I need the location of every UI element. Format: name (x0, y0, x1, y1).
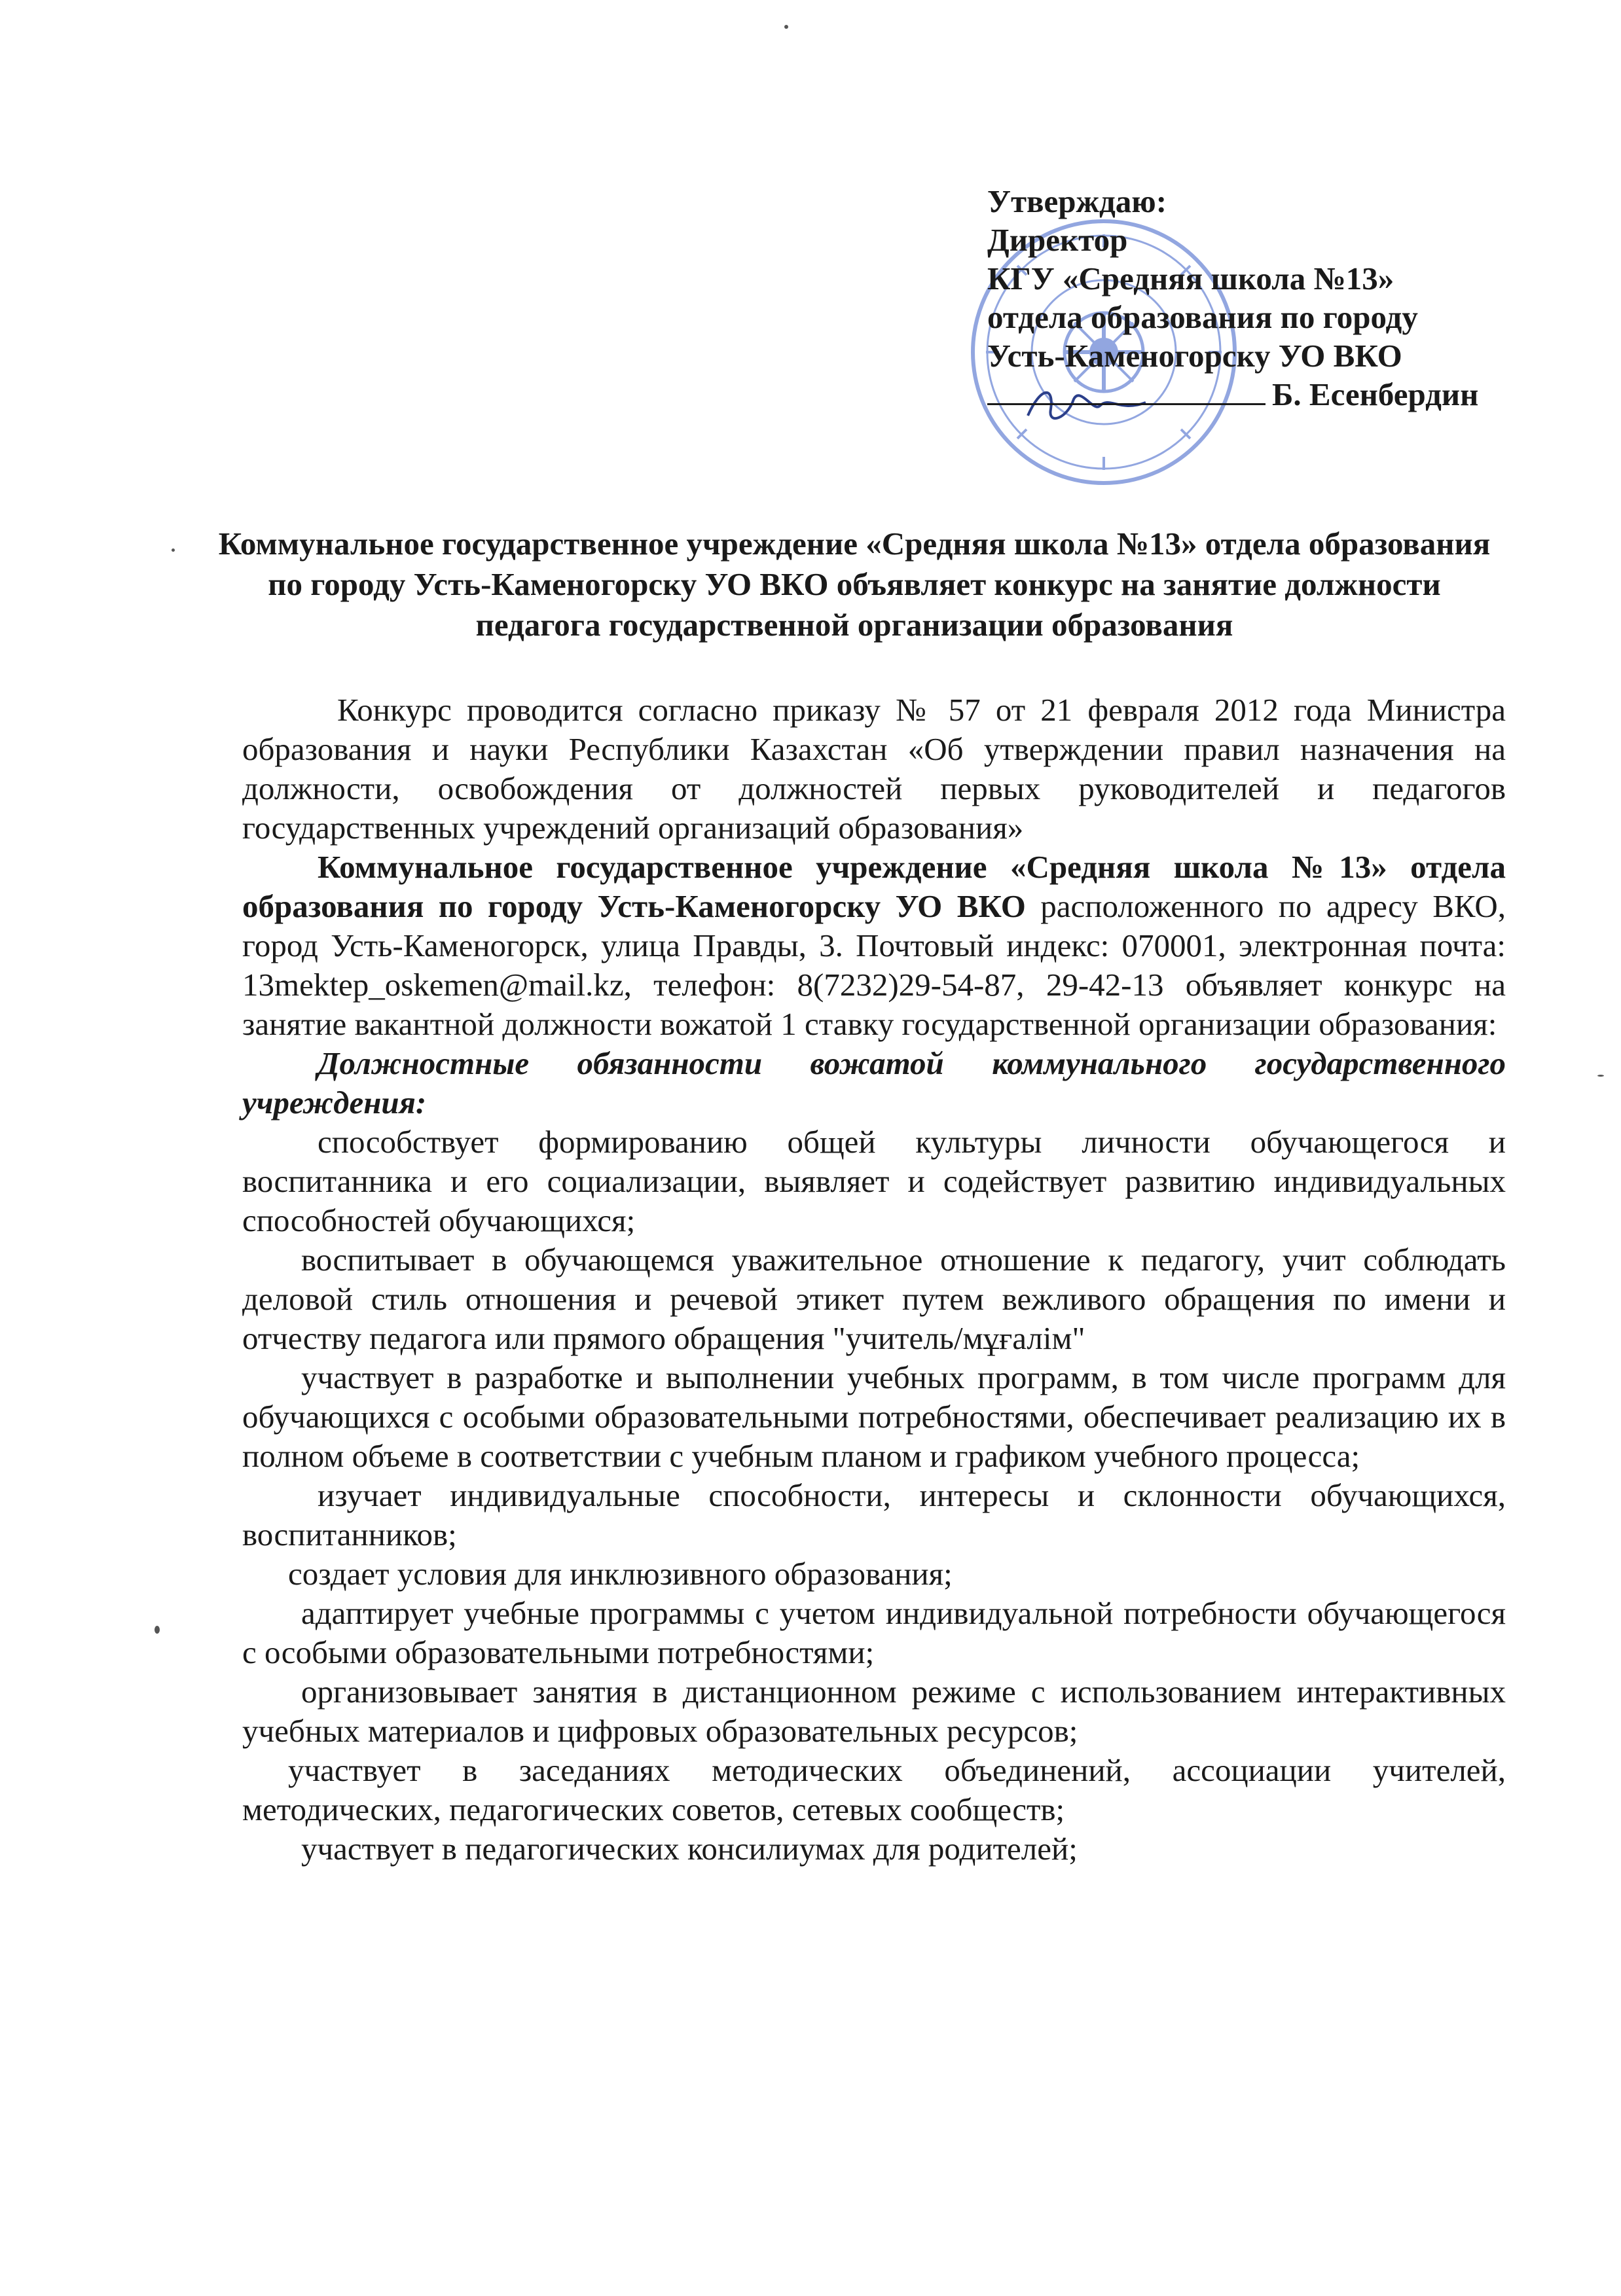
duty-item: воспитывает в обучающемся уважительное отношение к педагогу, учит соблюдать деловой стиль отношения и речевой этикет путем вежливого обращения по имени и отчеству педагога или прямого обращения "учитель/мұғалім" (242, 1242, 1506, 1356)
paragraph-organization-info (242, 848, 1506, 1044)
scan-speck (1597, 1075, 1604, 1077)
document-title: Коммунальное государственное учреждение «Средняя школа №13» отдела образования по городу Усть-Каменогорску УО ВКО объявляет конкурс на занятие должности педагога государственной организации образования (218, 526, 1491, 643)
paragraph-legal-basis: Конкурс проводится согласно приказу № 57 от 21 февраля 2012 года Министра образования и науки Республики Казахстан «Об утверждении правил назначения на должности, освобождения от должностей первых руководителей и педагогов государственных учреждений организаций образования» (242, 692, 1506, 846)
duty-item: участвует в педагогических консилиумах для родителей; (301, 1831, 1078, 1867)
approval-block (987, 182, 1524, 414)
duty-item: способствует формированию общей культуры личности обучающегося и воспитанника и его социализации, выявляет и содействует развитию индивидуальных способностей обучающихся; (242, 1124, 1506, 1238)
duty-item: участвует в заседаниях методических объединений, ассоциации учителей, методических, педагогических советов, сетевых сообществ; (242, 1752, 1506, 1827)
approval-org-line-3: Усть-Каменогорску УО ВКО (987, 338, 1402, 374)
approval-signature-line (987, 375, 1524, 414)
duty-item: адаптирует учебные программы с учетом индивидуальной потребности обучающегося с особыми образовательными потребностями; (242, 1595, 1506, 1670)
approval-label: Утверждаю: (987, 183, 1167, 219)
duty-item: организовывает занятия в дистанционном режиме с использованием интерактивных учебных материалов и цифровых образовательных ресурсов; (242, 1674, 1506, 1749)
signature-underline (987, 377, 1266, 405)
approval-signer-name: Б. Есенбердин (1272, 376, 1479, 412)
scan-speck (172, 548, 175, 552)
organization-details: расположенного по адресу ВКО, город Усть-Каменогорск, улица Правды, 3. Почтовый индекс: 070001, электронная почта: 13mektep_oskemen@mail.kz, телефон: 8(7232)29-54-87, 29-42-13 объявляет конкурс на занятие вакантной должности вожатой 1 ставку государственной организации образования: (242, 888, 1506, 1042)
approval-org-line-2: отдела образования по городу (987, 299, 1418, 335)
duty-item: создает условия для инклюзивного образования; (288, 1556, 953, 1592)
organization-name: Коммунальное государственное учреждение «Средняя школа №13» отдела образования по городу Усть-Каменогорску УО ВКО (242, 849, 1506, 924)
duty-item: участвует в разработке и выполнении учебных программ, в том числе программ для обучающихся с особыми образовательными потребностями, обеспечивает реализацию их в полном объеме в соответствии с учебным планом и графиком учебного процесса; (242, 1359, 1506, 1474)
document-body (242, 691, 1506, 1869)
approval-org-line-1: КГУ «Средняя школа №13» (987, 260, 1394, 296)
approval-position: Директор (987, 222, 1128, 258)
duty-item: изучает индивидуальные способности, интересы и склонности обучающихся, воспитанников; (242, 1477, 1506, 1552)
scan-speck (784, 25, 788, 29)
duties-heading: Должностные обязанности вожатой коммунального государственного учреждения: (242, 1045, 1506, 1121)
scan-speck (155, 1626, 160, 1634)
